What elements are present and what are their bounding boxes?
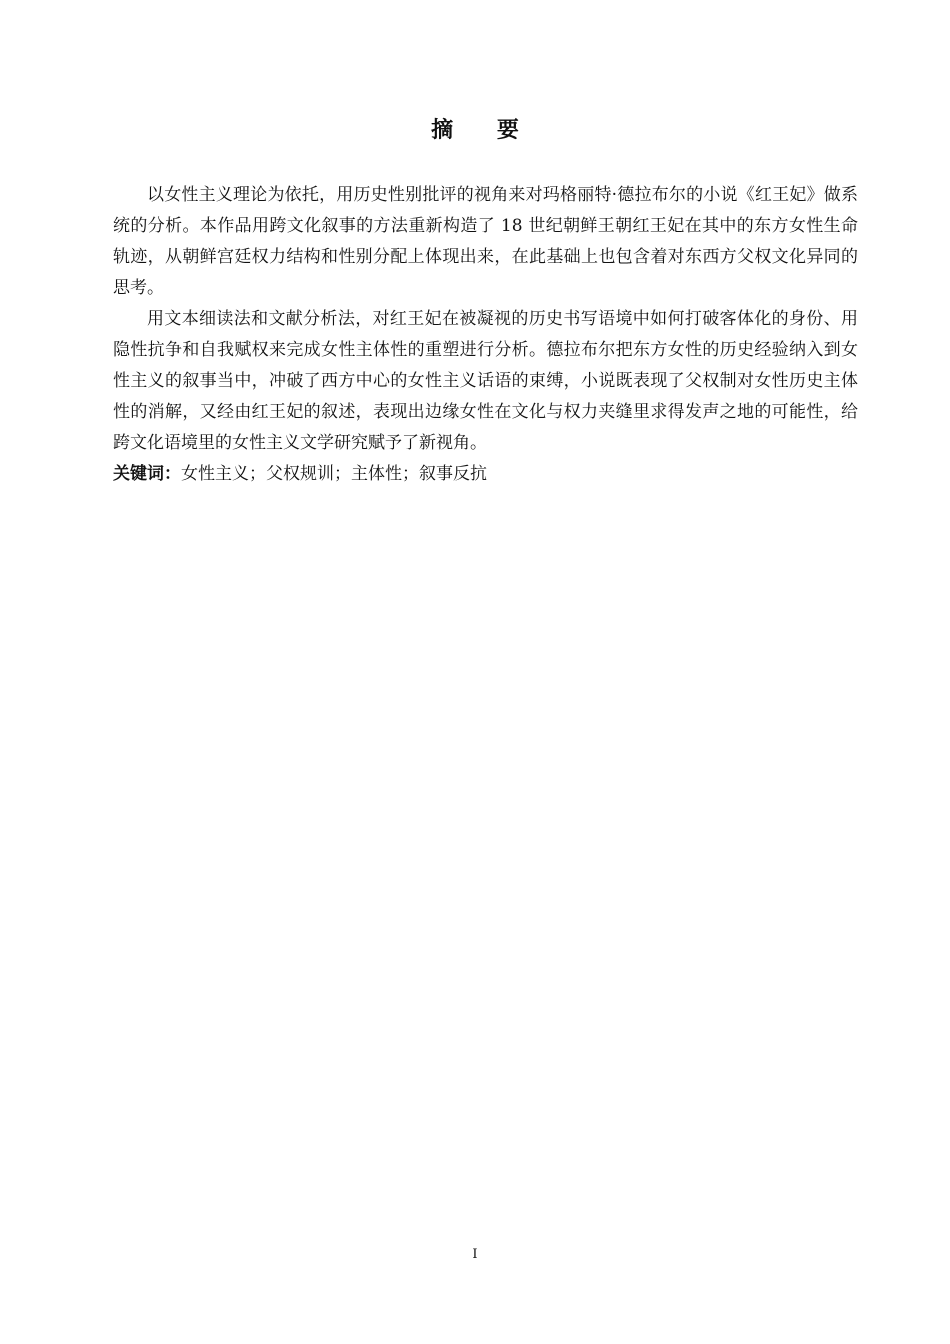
abstract-paragraph-1: 以女性主义理论为依托，用历史性别批评的视角来对玛格丽特·德拉布尔的小说《红王妃》做系统的分析。本作品用跨文化叙事的方法重新构造了 18 世纪朝鲜王朝红王妃在其中的东方女性生命轨迹，从朝鲜宫廷权力结构和性别分配上体现出来，在此基础上也包含着对东西方父权文化异同的思考。 xyxy=(113,185,858,298)
keywords-line xyxy=(113,459,858,490)
page-number: I xyxy=(472,1247,478,1262)
keywords-text: 女性主义；父权规训；主体性；叙事反抗 xyxy=(181,464,487,484)
abstract-paragraph-2: 用文本细读法和文献分析法，对红王妃在被凝视的历史书写语境中如何打破客体化的身份、用隐性抗争和自我赋权来完成女性主体性的重塑进行分析。德拉布尔把东方女性的历史经验纳入到女性主义的叙事当中，冲破了西方中心的女性主义话语的束缚，小说既表现了父权制对女性历史主体性的消解，又经由红王妃的叙述，表现出边缘女性在文化与权力夹缝里求得发声之地的可能性，给跨文化语境里的女性主义文学研究赋予了新视角。 xyxy=(113,309,858,453)
keywords-label: 关键词： xyxy=(113,464,181,484)
abstract-body xyxy=(113,180,858,490)
page-title: 摘 要 xyxy=(431,118,537,143)
